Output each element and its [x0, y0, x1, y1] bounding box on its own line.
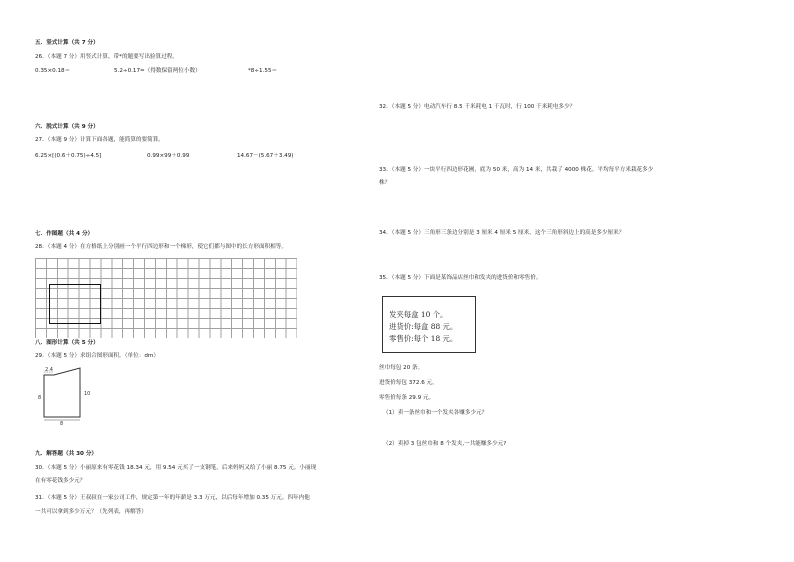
scarf-line-2: 进货价每包 372.6 元。: [379, 380, 438, 386]
dim-right-label: 10: [84, 391, 91, 397]
q26-item-1: 0.35×0.18＝: [35, 68, 71, 74]
q26-item-2: 5.2÷0.17≈（得数保留两位小数）: [114, 68, 201, 74]
question-33-line-1: 33．（本题 5 分）一块平行四边形花圃，底为 50 米，高为 14 米，共栽了 4000 株花。平均每平方米栽花多少: [379, 167, 654, 173]
scarf-line-1: 丝巾每包 20 条。: [379, 365, 424, 371]
question-28: 28．（本题 4 分）在方格纸上分别画一个平行四边形和一个梯形，使它们都与图中的长方形面积相等。: [35, 244, 287, 250]
section-7-title: 七．作图题（共 4 分）: [35, 231, 94, 237]
question-31-line-2: 一共可以拿到多少万元？（先列表，再解答）: [35, 509, 147, 515]
question-34: 34．（本题 5 分）三角形三条边分别是 3 厘米 4 厘米 5 厘米，这个三角形斜边上的高是多少厘米？: [379, 230, 625, 236]
dim-bottom-label: 8: [60, 421, 64, 425]
section-6-title: 六．脱式计算（共 9 分）: [35, 124, 99, 130]
q27-item-3: 14.67－(5.67＋3.49): [237, 153, 294, 159]
q27-item-1: 6.25×[(0.6＋0.75)÷4.5]: [35, 153, 102, 159]
q27-item-2: 0.99×99＋0.99: [147, 153, 190, 159]
q26-item-3: *8÷1.55＝: [248, 68, 278, 74]
section-9-title: 九．解答题（共 30 分）: [35, 451, 98, 457]
question-31-line-1: 31．（本题 5 分）王叔叔在一家公司工作，规定第一年的年薪是 3.3 万元，以后每年增加 0.35 万元。四年内他: [35, 495, 310, 501]
dim-left-label: 8: [38, 395, 42, 401]
rectangle-figure: [49, 284, 101, 324]
box-line-1: 发夹每盒 10 个。: [389, 310, 448, 319]
sub-question-2: （2）卖掉 3 包丝巾和 8 个发夹,一共能赚多少元?: [383, 441, 507, 447]
question-35: 35．（本题 5 分）下面是某饰品店丝巾和发夹的进货价和零售价。: [379, 275, 542, 281]
dim-top-label: 2.4: [45, 367, 53, 373]
hairclip-info-box: [382, 296, 476, 353]
box-line-3: 零售价:每个 18 元。: [389, 334, 458, 343]
section-8-title: 八．图形计算（共 5 分）: [35, 340, 99, 346]
section-5-title: 五．竖式计算（共 7 分）: [35, 40, 99, 46]
composite-shape-figure: [30, 363, 100, 425]
question-30-line-1: 30．（本题 5 分）小丽原来有零花钱 18.34 元，用 9.54 元买了一支钢笔，后来妈妈又给了小丽 8.75 元。小丽现: [35, 465, 317, 471]
question-32: 32．（本题 5 分）电动汽车行 8.5 千米耗电 1 千瓦时，行 100 千米耗电多少？: [379, 104, 576, 110]
sub-question-1: （1）卖一条丝巾和一个发夹各赚多少元？: [383, 410, 488, 416]
scarf-line-3: 零售价每条 29.9 元。: [379, 395, 435, 401]
question-27: 27．（本题 9 分）计算下面各题，能简算的要简算。: [35, 137, 164, 143]
question-33-line-2: 株？: [379, 180, 391, 186]
question-30-line-2: 在有零花钱多少元？: [35, 478, 86, 484]
question-26: 26．（本题 7 分）用竖式计算，带*的题要写出验算过程。: [35, 54, 178, 60]
question-29: 29．（本题 5 分）求组合图形面积。（单位：dm）: [35, 353, 159, 359]
box-line-2: 进货价:每盒 88 元。: [389, 322, 458, 331]
